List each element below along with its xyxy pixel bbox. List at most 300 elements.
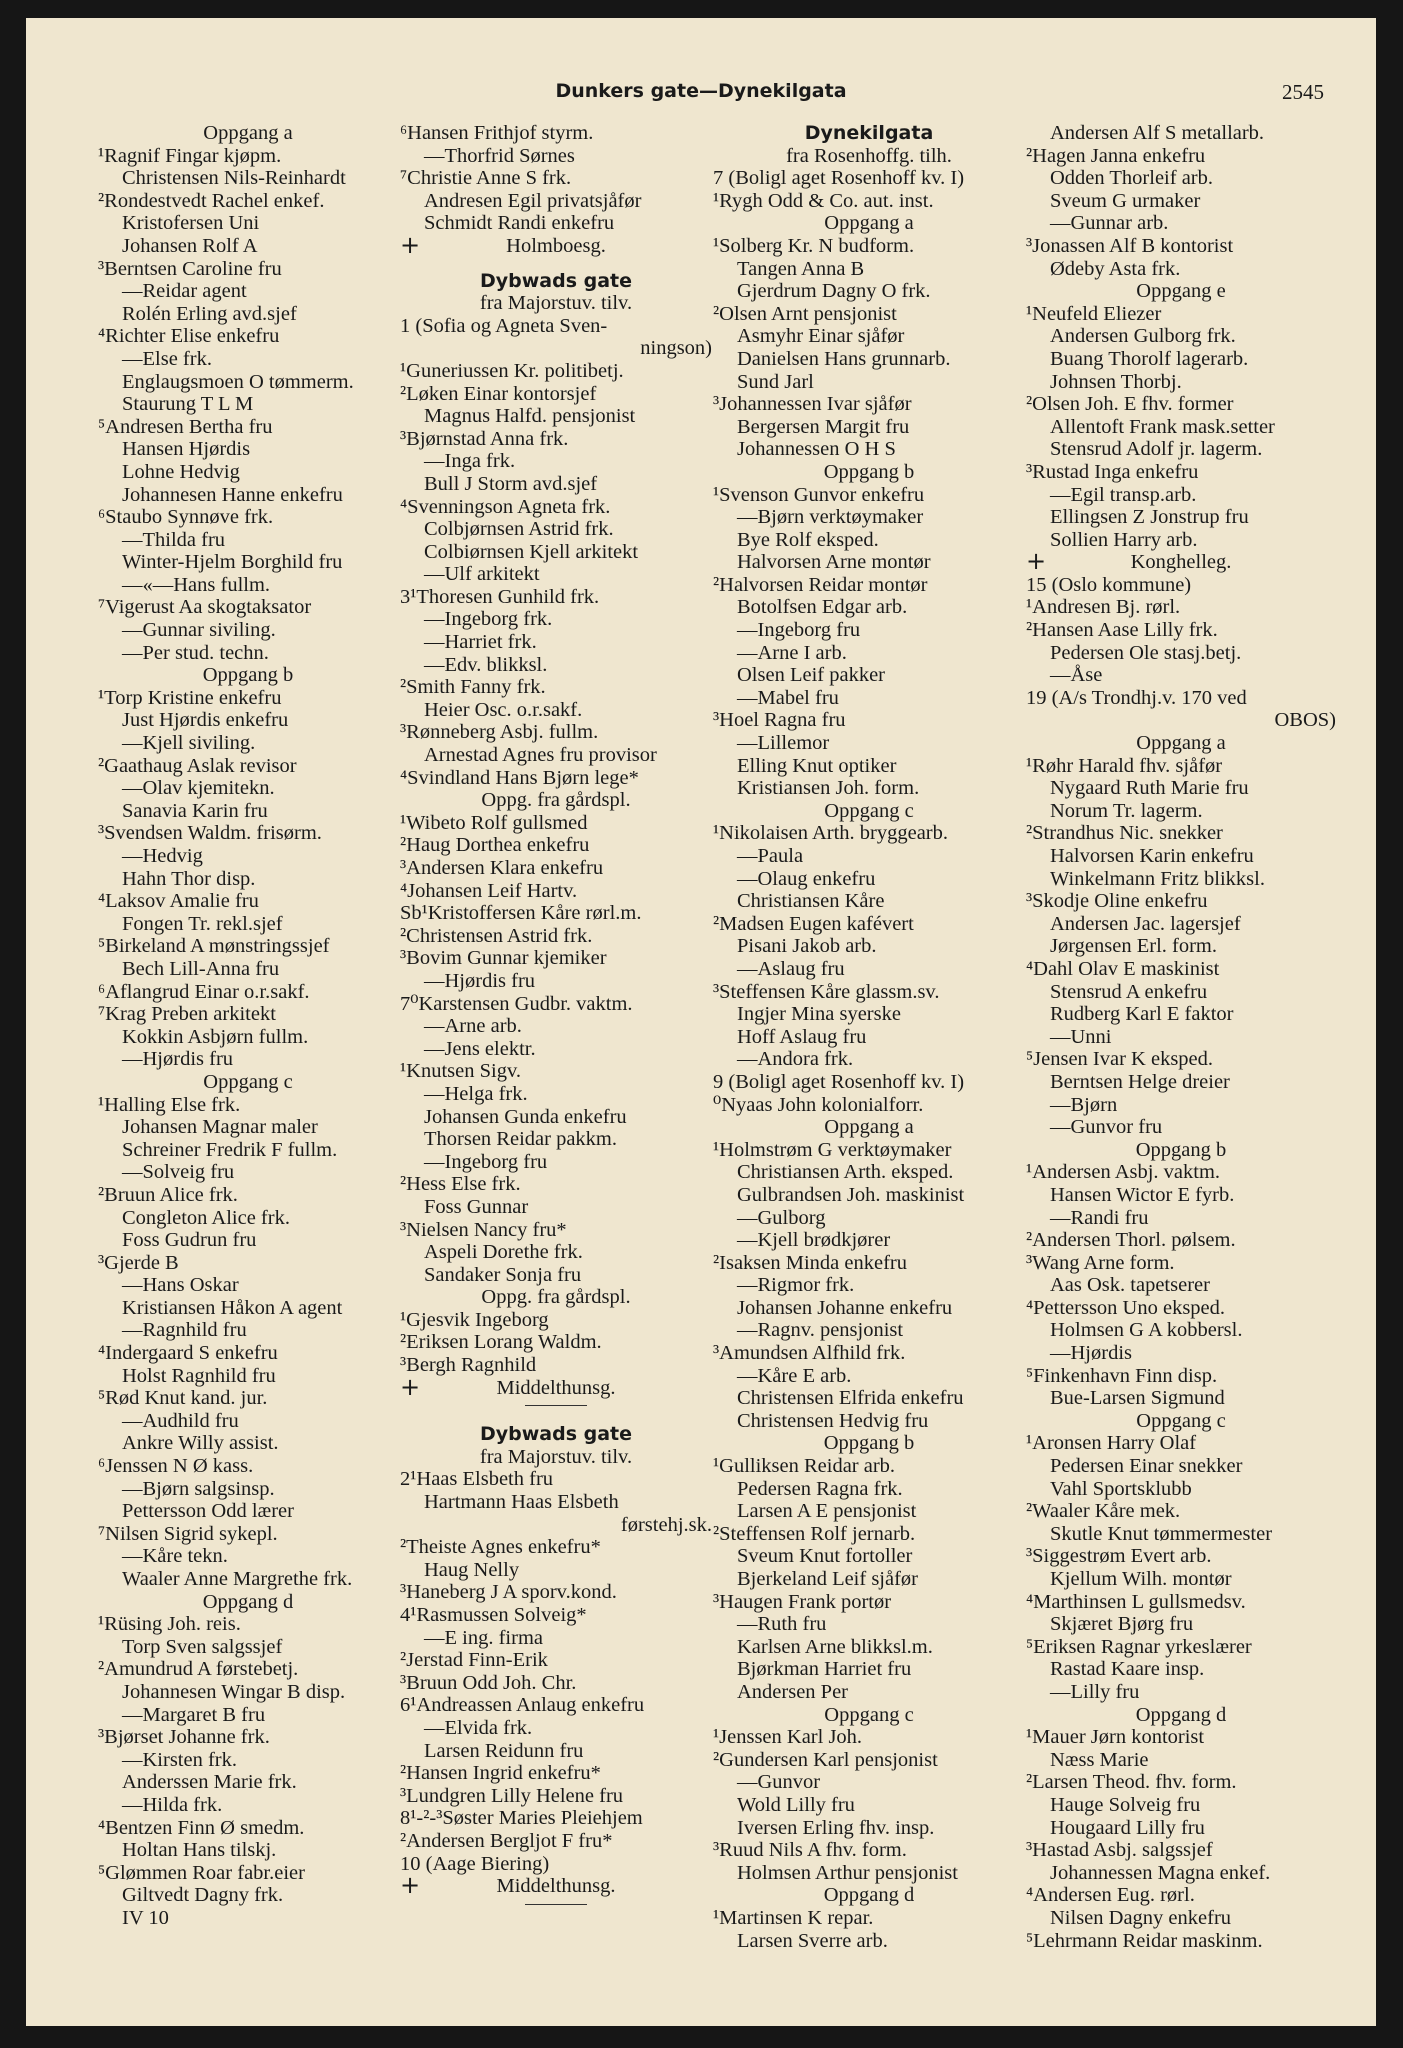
resident-entry: Pedersen Einar snekker <box>1050 1455 1243 1478</box>
address-entry: ²Christensen Astrid frk. <box>400 924 593 947</box>
address-entry: ²Isaksen Minda enkefru <box>713 1251 907 1274</box>
resident-entry: Andersen Alf S metallarb. <box>1050 122 1265 144</box>
resident-entry: Hougaard Lilly fru <box>1050 1816 1205 1839</box>
resident-entry: Waaler Anne Margrethe frk. <box>122 1568 353 1590</box>
resident-entry: —Kåre tekn. <box>122 1545 228 1568</box>
address-entry: ⁴Marthinsen L gullsmedsv. <box>1026 1590 1246 1613</box>
address-entry: ⁵Birkeland A mønstringssjef <box>98 935 330 958</box>
address-entry: ¹Aronsen Harry Olaf <box>1026 1432 1197 1455</box>
resident-entry: —Olav kjemitekn. <box>122 777 275 800</box>
resident-entry: —Ulf arkitekt <box>424 563 540 586</box>
resident-entry: Hansen Hjørdis <box>122 438 251 461</box>
address-entry: ⁵Andresen Bertha fru <box>98 415 273 438</box>
resident-entry: Sandaker Sonja fru <box>424 1263 582 1286</box>
address-entry: ³Johannessen Ivar sjåfør <box>713 393 912 416</box>
address-entry: ⁶Aflangrud Einar o.r.sakf. <box>98 980 310 1003</box>
resident-entry: Skjæret Bjørg fru <box>1050 1613 1194 1636</box>
resident-entry: —Jens elektr. <box>424 1037 536 1060</box>
column-4 <box>1026 122 1336 1952</box>
resident-entry: Aas Osk. tapetserer <box>1050 1274 1210 1297</box>
resident-entry: Norum Tr. lagerm. <box>1050 799 1203 822</box>
column-3 <box>713 122 1025 1952</box>
address-entry: ³Haneberg J A sporv.kond. <box>400 1581 617 1604</box>
resident-entry: Kokkin Asbjørn fullm. <box>122 1025 309 1048</box>
cross-street-name: Middelthunsg. <box>496 1875 616 1898</box>
resident-entry: —Mabel fru <box>737 686 839 709</box>
address-entry: ⁵Rød Knut kand. jur. <box>98 1387 268 1410</box>
address-entry: ³Bjørnstad Anna frk. <box>400 427 569 450</box>
address-entry: ¹Neufeld Eliezer <box>1026 302 1162 325</box>
resident-entry: —Solveig fru <box>122 1161 235 1184</box>
resident-entry: Ingjer Mina syerske <box>737 1003 901 1026</box>
resident-entry: Bjørkman Harriet fru <box>737 1658 912 1681</box>
resident-entry: Allentoft Frank mask.setter <box>1050 415 1275 438</box>
address-entry: ²Andersen Thorl. pølsem. <box>1026 1229 1236 1252</box>
resident-entry: Vahl Sportsklubb <box>1050 1477 1192 1500</box>
resident-entry: —Arne arb. <box>424 1015 522 1038</box>
resident-entry: Sollien Harry arb. <box>1050 528 1198 551</box>
address-entry: ⁰Nyaas John kolonialforr. <box>713 1093 924 1116</box>
cross-street-icon: + <box>1026 547 1047 576</box>
resident-entry: Christensen Hedvig fru <box>737 1409 929 1432</box>
resident-entry: Englaugsmoen O tømmerm. <box>122 370 354 393</box>
resident-entry: —Bjørn salgsinsp. <box>122 1477 275 1500</box>
resident-entry: Johansen Johanne enkefru <box>737 1296 953 1319</box>
resident-entry: Stensrud Adolf jr. lagerm. <box>1050 438 1263 461</box>
resident-entry: Nilsen Dagny enkefru <box>1050 1906 1232 1929</box>
address-entry: ¹Martinsen K repar. <box>713 1906 874 1929</box>
address-entry: ⁵Finkenhavn Finn disp. <box>1026 1364 1218 1387</box>
address-entry: ¹Torp Kristine enkefru <box>98 686 282 709</box>
resident-entry: —Ruth fru <box>737 1613 827 1636</box>
resident-entry: Wold Lilly fru <box>737 1793 855 1816</box>
resident-entry: Sanavia Karin fru <box>122 799 268 822</box>
stairwell-heading: fra Rosenhoffg. tilh. <box>786 144 952 167</box>
spacer <box>400 258 712 270</box>
resident-entry: —Kjell siviling. <box>122 732 256 755</box>
resident-entry: —Hjørdis <box>1050 1342 1132 1365</box>
resident-entry: Buang Thorolf lagerarb. <box>1050 347 1249 370</box>
resident-entry: —Arne I arb. <box>737 641 847 664</box>
stairwell-heading: Oppgang c <box>203 1070 293 1093</box>
resident-entry: Gjerdrum Dagny O frk. <box>737 280 931 303</box>
resident-entry: Hahn Thor disp. <box>122 867 256 890</box>
address-entry: ³Rustad Inga enkefru <box>1026 460 1199 483</box>
address-entry: 3¹Thoresen Gunhild frk. <box>400 585 600 608</box>
stairwell-heading: Oppgang c <box>1136 1409 1226 1432</box>
address-entry: 9 (Boligl aget Rosenhoff kv. I) <box>713 1070 965 1093</box>
resident-entry: —Hjørdis fru <box>424 969 536 992</box>
address-entry: ⁴Johansen Leif Hartv. <box>400 879 578 902</box>
address-entry: ³Amundsen Alfhild frk. <box>713 1342 906 1365</box>
resident-entry: —Edv. blikksl. <box>424 653 548 676</box>
resident-entry: Elling Knut optiker <box>737 754 897 777</box>
address-entry: ⁴Dahl Olav E maskinist <box>1026 957 1220 980</box>
address-entry: ²Madsen Eugen kafévert <box>713 912 914 935</box>
stairwell-heading: Oppgang a <box>203 122 293 144</box>
resident-entry: Torp Sven salgssjef <box>122 1635 283 1658</box>
address-entry: ²Smith Fanny frk. <box>400 676 546 699</box>
address-entry: ³Bovim Gunnar kjemiker <box>400 947 607 970</box>
page-number: 2545 <box>1282 80 1324 104</box>
resident-entry: —Inga frk. <box>424 450 516 473</box>
resident-entry: Pedersen Ragna frk. <box>737 1477 903 1500</box>
address-entry: ⁵Jensen Ivar K eksped. <box>1026 1048 1214 1071</box>
resident-entry: Colbjørnsen Astrid frk. <box>424 518 614 541</box>
address-entry: 7⁰Karstensen Gudbr. vaktm. <box>400 992 633 1015</box>
resident-entry: —Ingeborg fru <box>737 619 861 642</box>
stairwell-heading: Oppgang c <box>824 1703 914 1726</box>
stairwell-heading: Oppgang a <box>824 212 914 235</box>
resident-entry: Christiansen Arth. eksped. <box>737 1161 954 1184</box>
resident-entry: Sveum Knut fortoller <box>737 1545 913 1568</box>
resident-entry: Olsen Leif pakker <box>737 664 885 687</box>
resident-entry: Colbiørnsen Kjell arkitekt <box>424 540 639 563</box>
address-entry: ³Svendsen Waldm. frisørm. <box>98 822 322 845</box>
resident-entry: Kristiansen Joh. form. <box>737 777 920 800</box>
address-entry: ¹Andersen Asbj. vaktm. <box>1026 1161 1221 1184</box>
resident-entry: Ødeby Asta frk. <box>1050 257 1181 280</box>
address-entry: ³Nielsen Nancy fru* <box>400 1218 567 1241</box>
resident-entry: Larsen A E pensjonist <box>737 1500 917 1523</box>
stairwell-heading: Oppgang d <box>823 1884 915 1907</box>
resident-entry: Næss Marie <box>1050 1748 1149 1771</box>
address-entry: ³Berntsen Caroline fru <box>98 257 282 280</box>
address-entry: ²Gaathaug Aslak revisor <box>98 754 297 777</box>
address-entry: ¹Gulliksen Reidar arb. <box>713 1455 896 1478</box>
stairwell-heading: Oppgang b <box>202 664 294 687</box>
resident-entry: —Ingeborg fru <box>424 1150 548 1173</box>
resident-entry: Nygaard Ruth Marie fru <box>1050 777 1249 800</box>
address-entry: ¹Holmstrøm G verktøymaker <box>713 1138 952 1161</box>
resident-entry: Bye Rolf eksped. <box>737 528 879 551</box>
address-entry: ⁷Krag Preben arkitekt <box>98 1003 276 1026</box>
resident-entry: Odden Thorleif arb. <box>1050 167 1213 190</box>
resident-entry: —Randi fru <box>1050 1206 1149 1229</box>
street-heading: Dybwads gate <box>479 1423 633 1446</box>
address-entry: 2¹Haas Elsbeth fru <box>400 1468 554 1491</box>
address-entry: ¹Ragnif Fingar kjøpm. <box>98 144 282 167</box>
resident-entry: Andersen Gulborg frk. <box>1050 325 1236 348</box>
address-entry: ⁴Laksov Amalie fru <box>98 890 259 913</box>
stairwell-heading: Oppgang c <box>824 799 914 822</box>
resident-entry: Hartmann Haas Elsbeth <box>424 1491 619 1514</box>
address-entry: ²Rondestvedt Rachel enkef. <box>98 189 325 212</box>
address-entry: ³Hoel Ragna fru <box>713 709 846 732</box>
section-rule <box>400 1898 712 1910</box>
resident-entry: Botolfsen Edgar arb. <box>737 596 908 619</box>
resident-entry: Rudberg Karl E faktor <box>1050 1003 1234 1026</box>
resident-entry: Larsen Sverre arb. <box>737 1929 888 1952</box>
address-entry: ¹Svenson Gunvor enkefru <box>713 483 925 506</box>
resident-entry: —Hjørdis fru <box>122 1048 234 1071</box>
entry-continuation: ningson) <box>640 337 712 360</box>
address-entry: ⁴Pettersson Uno eksped. <box>1026 1296 1226 1319</box>
address-entry: ²Bruun Alice frk. <box>98 1183 238 1206</box>
resident-entry: Foss Gudrun fru <box>122 1229 257 1252</box>
resident-entry: IV 10 <box>122 1906 169 1929</box>
resident-entry: —Aslaug fru <box>737 957 845 980</box>
resident-entry: —Bjørn <box>1050 1093 1118 1116</box>
address-entry: ²Olsen Arnt pensjonist <box>713 302 897 325</box>
resident-entry: —Gulborg <box>737 1206 826 1229</box>
address-entry: ³Steffensen Kåre glassm.sv. <box>713 980 940 1003</box>
resident-entry: Magnus Halfd. pensjonist <box>424 405 636 428</box>
resident-entry: Johansen Magnar maler <box>122 1116 318 1139</box>
resident-entry: Stensrud A enkefru <box>1050 980 1208 1003</box>
stairwell-heading: Oppgang b <box>1135 1138 1227 1161</box>
resident-entry: Bergersen Margit fru <box>737 415 910 438</box>
resident-entry: —Else frk. <box>122 347 212 370</box>
address-entry: ³Lundgren Lilly Helene fru <box>400 1784 624 1807</box>
address-entry: ⁴Andersen Eug. rørl. <box>1026 1884 1195 1907</box>
address-entry: ³Ruud Nils A fhv. form. <box>713 1839 907 1862</box>
resident-entry: Rolén Erling avd.sjef <box>122 302 297 325</box>
resident-entry: —Ragnhild fru <box>122 1319 247 1342</box>
resident-entry: Jørgensen Erl. form. <box>1050 935 1218 958</box>
resident-entry: Foss Gunnar <box>424 1195 529 1218</box>
address-entry: ⁴Svindland Hans Bjørn lege* <box>400 766 639 789</box>
resident-entry: Andersen Per <box>737 1680 849 1703</box>
resident-entry: —Gunnar siviling. <box>122 619 276 642</box>
address-entry: ¹Gjesvik Ingeborg <box>400 1308 549 1331</box>
resident-entry: —Åse <box>1050 664 1103 687</box>
resident-entry: Hansen Wictor E fyrb. <box>1050 1183 1235 1206</box>
resident-entry: Pisani Jakob arb. <box>737 935 877 958</box>
address-entry: ³Andersen Klara enkefru <box>400 857 604 879</box>
resident-entry: Sund Jarl <box>737 370 814 393</box>
resident-entry: Christensen Nils-Reinhardt <box>122 167 346 190</box>
address-entry: 19 (A/s Trondhj.v. 170 ved <box>1026 686 1247 709</box>
resident-entry: Holmsen Arthur pensjonist <box>737 1861 958 1884</box>
address-entry: ³Gjerde B <box>98 1251 179 1274</box>
resident-entry: Holtan Hans tilskj. <box>122 1839 277 1862</box>
entry-continuation: førstehj.sk. <box>620 1513 712 1536</box>
column-1 <box>98 122 398 1930</box>
resident-entry: Rastad Kaare insp. <box>1050 1658 1205 1681</box>
address-entry: ³Haugen Frank portør <box>713 1590 892 1613</box>
resident-entry: Bull J Storm avd.sjef <box>424 472 598 495</box>
resident-entry: —Margaret B fru <box>122 1703 266 1726</box>
resident-entry: —E ing. firma <box>424 1626 543 1649</box>
resident-entry: —Paula <box>737 845 804 867</box>
address-entry: 8¹-²-³Søster Maries Pleiehjem <box>400 1807 643 1830</box>
address-entry: ³Siggestrøm Evert arb. <box>1026 1545 1212 1568</box>
address-entry: 4¹Rasmussen Solveig* <box>400 1604 587 1626</box>
stairwell-heading: Oppgang b <box>823 460 915 483</box>
resident-entry: —Olaug enkefru <box>737 867 876 890</box>
resident-entry: —«—Hans fullm. <box>122 573 271 596</box>
resident-entry: Arnestad Agnes fru provisor <box>424 744 657 767</box>
resident-entry: —Lillemor <box>737 732 830 755</box>
cross-street-row <box>1026 547 1336 576</box>
address-entry: ²Halvorsen Reidar montør <box>713 573 928 596</box>
address-entry: ¹Solberg Kr. N budform. <box>713 234 915 257</box>
resident-entry: —Thilda fru <box>122 528 226 551</box>
resident-entry: Staurung T L M <box>122 393 254 416</box>
address-entry: ⁷Christie Anne S frk. <box>400 167 572 190</box>
resident-entry: Holst Ragnhild fru <box>122 1364 276 1387</box>
resident-entry: Fongen Tr. rekl.sjef <box>122 912 283 935</box>
resident-entry: Christiansen Kåre <box>737 890 885 913</box>
address-entry: ³Bergh Ragnhild <box>400 1354 537 1377</box>
resident-entry: Bue-Larsen Sigmund <box>1050 1387 1225 1410</box>
address-entry: ³Skodje Oline enkefru <box>1026 890 1208 913</box>
resident-entry: Johannesen Hanne enkefru <box>122 483 343 506</box>
address-entry: ⁵Lehrmann Reidar maskinm. <box>1026 1929 1263 1952</box>
address-entry: ²Andersen Bergljot F fru* <box>400 1829 613 1852</box>
address-entry: ²Larsen Theod. fhv. form. <box>1026 1771 1237 1794</box>
address-entry: ²Eriksen Lorang Waldm. <box>400 1331 602 1354</box>
resident-entry: Johannesen Wingar B disp. <box>122 1680 346 1703</box>
cross-street-name: Holmboesg. <box>506 234 606 257</box>
resident-entry: Schmidt Randi enkefru <box>424 212 615 235</box>
address-entry: ²Olsen Joh. E fhv. former <box>1026 393 1234 416</box>
directory-page <box>26 18 1376 2026</box>
address-entry: 1 (Sofia og Agneta Sven- <box>400 314 608 337</box>
address-entry: ²Gundersen Karl pensjonist <box>713 1748 938 1771</box>
address-entry: ⁷Nilsen Sigrid sykepl. <box>98 1522 278 1545</box>
resident-entry: —Harriet frk. <box>424 631 537 654</box>
resident-entry: Skutle Knut tømmermester <box>1050 1522 1273 1545</box>
resident-entry: Kristofersen Uni <box>122 212 260 235</box>
address-entry: ²Hansen Aase Lilly frk. <box>1026 619 1218 642</box>
resident-entry: Johnsen Thorbj. <box>1050 370 1182 393</box>
stairwell-heading: Oppgang a <box>1136 732 1226 755</box>
address-entry: 7 (Boligl aget Rosenhoff kv. I) <box>713 167 965 190</box>
resident-entry: —Bjørn verktøymaker <box>737 506 924 529</box>
stairwell-heading: Oppgang d <box>1135 1703 1227 1726</box>
address-entry: ²Hess Else frk. <box>400 1173 521 1196</box>
resident-entry: Andersen Jac. lagersjef <box>1050 912 1241 935</box>
address-entry: 6¹Andreassen Anlaug enkefru <box>400 1694 645 1717</box>
resident-entry: Karlsen Arne blikksl.m. <box>737 1635 933 1658</box>
cross-street-row <box>400 230 712 259</box>
address-entry: ²Amundrud A førstebetj. <box>98 1658 299 1681</box>
resident-entry: Ellingsen Z Jonstrup fru <box>1050 506 1249 529</box>
address-entry: ⁴Richter Elise enkefru <box>98 325 280 348</box>
resident-entry: Winkelmann Fritz blikksl. <box>1050 867 1265 890</box>
resident-entry: Johannessen Magna enkef. <box>1050 1861 1271 1884</box>
address-entry: ²Hansen Ingrid enkefru* <box>400 1762 601 1785</box>
address-entry: ⁶Hansen Frithjof styrm. <box>400 122 594 144</box>
resident-entry: Just Hjørdis enkefru <box>122 709 289 732</box>
address-entry: ⁶Jenssen N Ø kass. <box>98 1455 254 1478</box>
address-entry: ²Hagen Janna enkefru <box>1026 144 1206 167</box>
address-entry: ¹Rygh Odd & Co. aut. inst. <box>713 189 934 212</box>
stairwell-heading: Oppgang b <box>823 1432 915 1455</box>
stairwell-heading: Oppgang e <box>1136 280 1226 303</box>
resident-entry: Andresen Egil privatsjåfør <box>424 189 642 212</box>
address-entry: ²Theiste Agnes enkefru* <box>400 1536 601 1559</box>
column-2 <box>400 122 712 1910</box>
resident-entry: Danielsen Hans grunnarb. <box>737 347 951 370</box>
resident-entry: —Helga frk. <box>424 1082 528 1105</box>
resident-entry: —Reidar agent <box>122 280 247 303</box>
resident-entry: —Gunvor <box>737 1771 821 1794</box>
resident-entry: Berntsen Helge dreier <box>1050 1070 1230 1093</box>
resident-entry: Hauge Solveig fru <box>1050 1793 1201 1816</box>
stairwell-heading: fra Majorstuv. tilv. <box>479 1445 633 1468</box>
resident-entry: Holmsen G A kobbersl. <box>1050 1319 1243 1342</box>
resident-entry: Pedersen Ole stasj.betj. <box>1050 641 1242 664</box>
resident-entry: Tangen Anna B <box>737 257 865 280</box>
resident-entry: —Per stud. techn. <box>122 641 269 664</box>
address-entry: ¹Jenssen Karl Joh. <box>713 1726 863 1749</box>
address-entry: ¹Nikolaisen Arth. bryggearb. <box>713 822 949 845</box>
address-entry: 15 (Oslo kommune) <box>1026 573 1192 596</box>
resident-entry: Johansen Rolf A <box>122 234 258 257</box>
resident-entry: Pettersson Odd lærer <box>122 1500 294 1523</box>
cross-street-icon: + <box>400 1372 421 1401</box>
resident-entry: Thorsen Reidar pakkm. <box>424 1128 617 1151</box>
address-entry: ⁷Vigerust Aa skogtaksator <box>98 596 312 619</box>
resident-entry: Larsen Reidunn fru <box>424 1739 584 1762</box>
resident-entry: Congleton Alice frk. <box>122 1206 290 1229</box>
resident-entry: —Kåre E arb. <box>737 1364 852 1387</box>
section-rule <box>400 1399 712 1411</box>
resident-entry: Gulbrandsen Joh. maskinist <box>737 1183 965 1206</box>
resident-entry: Ankre Willy assist. <box>122 1432 279 1455</box>
resident-entry: —Kjell brødkjører <box>737 1229 891 1252</box>
resident-entry: —Unni <box>1050 1025 1112 1048</box>
resident-entry: Bjerkeland Leif sjåfør <box>737 1568 919 1590</box>
resident-entry: —Lilly fru <box>1050 1680 1140 1703</box>
address-entry: ³Bruun Odd Joh. Chr. <box>400 1671 577 1694</box>
address-entry: ²Strandhus Nic. snekker <box>1026 822 1223 845</box>
address-entry: ²Waaler Kåre mek. <box>1026 1500 1181 1523</box>
resident-entry: —Hans Oskar <box>122 1274 239 1297</box>
resident-entry: Aspeli Dorethe frk. <box>424 1241 583 1264</box>
page-header-title: Dunkers gate—Dynekilgata <box>555 80 847 102</box>
stairwell-heading: Oppgang d <box>202 1590 294 1613</box>
address-entry: ³Rønneberg Asbj. fullm. <box>400 721 599 744</box>
resident-entry: Hoff Aslaug fru <box>737 1025 867 1048</box>
stairwell-heading: Oppgang a <box>824 1116 914 1139</box>
resident-entry: Johansen Gunda enkefru <box>424 1105 627 1128</box>
resident-entry: Giltvedt Dagny frk. <box>122 1884 284 1907</box>
resident-entry: —Audhild fru <box>122 1409 239 1432</box>
address-entry: ²Jerstad Finn-Erik <box>400 1649 548 1672</box>
address-entry: 10 (Aage Biering) <box>400 1852 550 1875</box>
resident-entry: —Ingeborg frk. <box>424 608 553 631</box>
resident-entry: —Hedvig <box>122 845 203 867</box>
address-entry: ¹Halling Else frk. <box>98 1093 241 1116</box>
resident-entry: Anderssen Marie frk. <box>122 1771 297 1794</box>
resident-entry: —Egil transp.arb. <box>1050 483 1197 506</box>
resident-entry: —Gunvor fru <box>1050 1116 1163 1139</box>
address-entry: ¹Andresen Bj. rørl. <box>1026 596 1181 619</box>
resident-entry: —Thorfrid Sørnes <box>424 144 575 167</box>
address-entry: ¹Wibeto Rolf gullsmed <box>400 811 588 834</box>
address-entry: ³Bjørset Johanne frk. <box>98 1726 270 1749</box>
resident-entry: Schreiner Fredrik F fullm. <box>122 1138 338 1161</box>
cross-street-row <box>400 1372 712 1401</box>
address-entry: ⁴Bentzen Finn Ø smedm. <box>98 1816 305 1839</box>
resident-entry: Haug Nelly <box>424 1558 520 1581</box>
stairwell-heading: fra Majorstuv. tilv. <box>479 292 633 315</box>
resident-entry: Lohne Hedvig <box>122 460 240 483</box>
address-entry: ¹Mauer Jørn kontorist <box>1026 1726 1205 1749</box>
resident-entry: Winter-Hjelm Borghild fru <box>122 551 343 574</box>
resident-entry: Bech Lill-Anna fru <box>122 957 280 980</box>
resident-entry: Sveum G urmaker <box>1050 189 1201 212</box>
resident-entry: Christensen Elfrida enkefru <box>737 1387 964 1410</box>
cross-street-name: Middelthunsg. <box>496 1376 616 1399</box>
resident-entry: —Rigmor frk. <box>737 1274 855 1297</box>
stairwell-heading: Oppg. fra gårdspl. <box>481 789 631 812</box>
cross-street-row <box>400 1871 712 1900</box>
